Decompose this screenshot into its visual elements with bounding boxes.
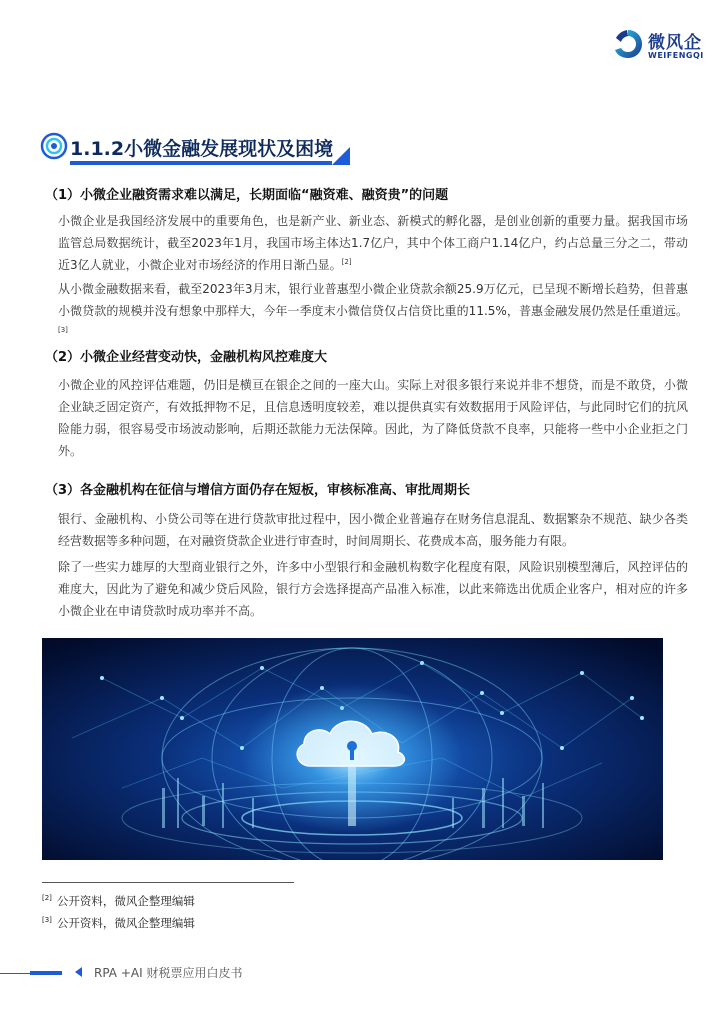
footnote: [2] 公开资料，微风企整理编辑 [42, 894, 195, 908]
footnote-divider [42, 882, 294, 883]
section-title: 1.1.2小微金融发展现状及困境 [70, 138, 334, 160]
paragraph: 小微企业的风控评估难题，仍旧是横亘在银企之间的一座大山。实际上对很多银行来说并非不想贷，而是不敢贷，小微企业缺乏固定资产，有效抵押物不足，且信息透明度较差，难以提供真实有效数据用于风险评估，与此同时它们的抗风险能力弱，很容易受市场波动影响，后期还款能力无法保障。因此，为了降低贷款不良率，只能将一些中小企业拒之门外。 [58, 378, 688, 458]
logo-mark-icon [612, 28, 644, 60]
footnote-ref: [2] [341, 258, 352, 266]
paragraph: 从小微金融数据来看，截至2023年3月末，银行业普惠型小微企业贷款余额25.9万亿元，已呈现不断增长趋势，但普惠小微贷款的规模并没有想象中那样大，今年一季度末小微信贷仅占信贷比重的11.5%，普惠金融发展仍然是任重道远。[3] [58, 282, 688, 334]
cloud-data-illustration [42, 638, 663, 860]
paragraph: 银行、金融机构、小贷公司等在进行贷款审批过程中，因小微企业普遍存在财务信息混乱、数据繁杂不规范、缺少各类经营数据等多种问题，在对融资贷款企业进行审查时，时间周期长、花费成本高，服务能力有限。 [58, 512, 688, 548]
footer-arrow-icon [75, 967, 82, 977]
brand-name-en: WEIFENGQI [648, 51, 704, 60]
footnote: [3] 公开资料，微风企整理编辑 [42, 916, 195, 930]
target-icon [40, 132, 68, 160]
subsection-heading-3: （3）各金融机构在征信与增信方面仍存在短板，审核标准高、审批周期长 [45, 483, 471, 498]
paragraph: 小微企业是我国经济发展中的重要角色，也是新产业、新业态、新模式的孵化器，是创业创新的重要力量。据我国市场监管总局数据统计，截至2023年1月，我国市场主体达1.7亿户，其中个体工商户1.14亿户，约占总量三分之二，带动近3亿人就业，小微企业对市场经济的作用日渐凸显。[2] [58, 214, 688, 272]
section-underline-tail [332, 147, 350, 165]
subsection-heading-2: （2）小微企业经营变动快，金融机构风控难度大 [45, 350, 328, 365]
subsection-heading-1: （1）小微企业融资需求难以满足，长期面临“融资难、融资贵”的问题 [45, 188, 449, 203]
brand-name-cn: 微风企 [648, 33, 702, 53]
footer-title: RPA +AI 财税票应用白皮书 [94, 966, 243, 980]
section-underline [70, 161, 332, 165]
section-header [40, 128, 340, 168]
paragraph: 除了一些实力雄厚的大型商业银行之外，许多中小型银行和金融机构数字化程度有限，风险识别模型薄后，风控评估的难度大，因此为了避免和减少贷后风险，银行方会选择提高产品准入标准，以此来筛选出优质企业客户，相对应的许多小微企业在申请贷款时成功率并不高。 [58, 560, 688, 618]
cloud-security-icon [42, 638, 663, 860]
footnote-ref: [3] [58, 326, 68, 334]
footer-accent-bar [30, 971, 62, 975]
brand-logo [612, 28, 712, 68]
